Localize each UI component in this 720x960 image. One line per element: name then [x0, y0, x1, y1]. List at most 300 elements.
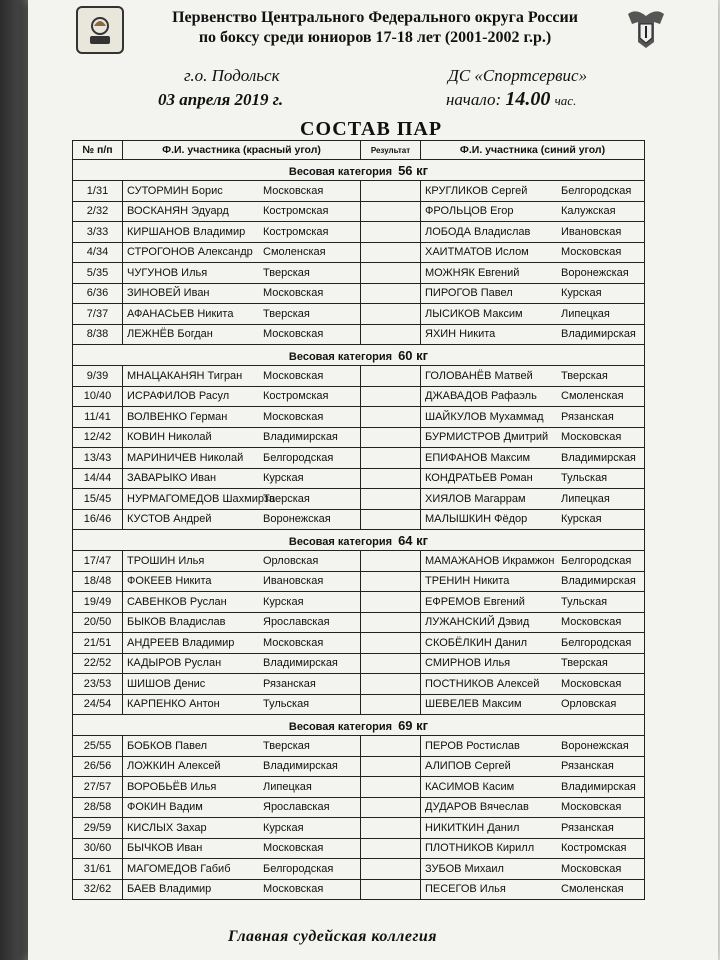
championship-title [130, 8, 620, 48]
table-row [73, 489, 645, 510]
red-athlete-region: Тверская [263, 492, 310, 505]
weight-category-kg: 56 кг [398, 162, 429, 178]
red-corner-cell [123, 612, 361, 633]
blue-athlete-region: Владимирская [561, 780, 636, 793]
red-corner-cell [123, 818, 361, 839]
red-athlete-name: БЫКОВ Владислав [127, 616, 226, 629]
blue-corner-cell [421, 592, 645, 613]
blue-corner-cell [421, 571, 645, 592]
blue-athlete-region: Смоленская [561, 883, 624, 896]
table-row [73, 201, 645, 222]
red-corner-cell [123, 324, 361, 345]
table-row [73, 694, 645, 715]
blue-athlete-region: Московская [561, 862, 622, 875]
pair-number: 6/36 [73, 283, 123, 304]
blue-athlete-name: ЕФРЕМОВ Евгений [425, 595, 525, 608]
blue-corner-cell [421, 509, 645, 530]
title-line-1: Первенство Центрального Федерального округа России [172, 9, 578, 26]
table-row [73, 633, 645, 654]
boxing-federation-logo-icon [76, 6, 124, 54]
table-row [73, 551, 645, 572]
blue-athlete-region: Тверская [561, 369, 608, 382]
blue-athlete-region: Липецкая [561, 307, 610, 320]
pair-number: 7/37 [73, 304, 123, 325]
red-corner-cell [123, 386, 361, 407]
blue-athlete-name: ПЕСЕГОВ Илья [425, 883, 506, 896]
red-corner-cell [123, 551, 361, 572]
red-athlete-name: БАЕВ Владимир [127, 883, 212, 896]
blue-athlete-region: Воронежская [561, 739, 629, 752]
pair-number: 32/62 [73, 879, 123, 900]
blue-corner-cell [421, 879, 645, 900]
blue-athlete-region: Владимирская [561, 328, 636, 341]
weight-category-cell [73, 345, 645, 366]
blue-athlete-name: МАЛЫШКИН Фёдор [425, 513, 528, 526]
blue-corner-cell [421, 427, 645, 448]
pair-number: 18/48 [73, 571, 123, 592]
table-header-row [73, 141, 645, 160]
blue-athlete-name: КОНДРАТЬЕВ Роман [425, 472, 533, 485]
blue-athlete-region: Рязанская [561, 410, 614, 423]
blue-athlete-name: КРУГЛИКОВ Сергей [425, 184, 528, 197]
result-cell [361, 756, 421, 777]
blue-corner-cell [421, 756, 645, 777]
blue-athlete-name: ГОЛОВАНЁВ Матвей [425, 369, 533, 382]
weight-category-cell [73, 530, 645, 551]
red-corner-cell [123, 859, 361, 880]
blue-athlete-name: ДЖАВАДОВ Рафаэль [425, 390, 537, 403]
table-row [73, 222, 645, 243]
pair-number: 24/54 [73, 694, 123, 715]
result-cell [361, 612, 421, 633]
red-athlete-name: МНАЦАКАНЯН Тигран [127, 369, 243, 382]
result-cell [361, 879, 421, 900]
red-corner-cell [123, 736, 361, 757]
pair-number: 1/31 [73, 181, 123, 202]
table-row [73, 592, 645, 613]
blue-corner-cell [421, 407, 645, 428]
red-corner-cell [123, 181, 361, 202]
pair-number: 10/40 [73, 386, 123, 407]
table-row [73, 427, 645, 448]
pair-number: 17/47 [73, 551, 123, 572]
table-row [73, 838, 645, 859]
red-athlete-region: Московская [263, 410, 324, 423]
red-athlete-region: Курская [263, 821, 304, 834]
blue-athlete-name: ПЕРОВ Ростислав [425, 739, 520, 752]
result-cell [361, 366, 421, 387]
red-athlete-region: Костромская [263, 390, 329, 403]
pair-number: 11/41 [73, 407, 123, 428]
pair-number: 13/43 [73, 448, 123, 469]
red-athlete-name: ТРОШИН Илья [127, 554, 205, 567]
result-cell [361, 694, 421, 715]
blue-athlete-region: Смоленская [561, 390, 624, 403]
red-corner-cell [123, 448, 361, 469]
red-corner-cell [123, 694, 361, 715]
pair-number: 19/49 [73, 592, 123, 613]
blue-corner-cell [421, 694, 645, 715]
start-unit: час. [554, 93, 577, 108]
blue-athlete-name: ЕПИФАНОВ Максим [425, 451, 531, 464]
blue-athlete-name: СМИРНОВ Илья [425, 657, 511, 670]
blue-athlete-region: Рязанская [561, 821, 614, 834]
weight-category-kg: 60 кг [398, 347, 429, 363]
col-blue-header: Ф.И. участника (синий угол) [421, 141, 645, 160]
blue-corner-cell [421, 201, 645, 222]
start-label: начало: [446, 90, 502, 109]
weight-category-row [73, 160, 645, 181]
red-corner-cell [123, 201, 361, 222]
table-row [73, 674, 645, 695]
weight-category-label: Весовая категория [288, 165, 393, 178]
pair-number: 8/38 [73, 324, 123, 345]
pair-number: 23/53 [73, 674, 123, 695]
result-cell [361, 797, 421, 818]
blue-athlete-name: ТРЕНИН Никита [425, 575, 510, 588]
red-corner-cell [123, 592, 361, 613]
red-athlete-name: НУРМАГОМЕДОВ Шахмирза [127, 492, 276, 505]
red-athlete-name: ЛОЖКИН Алексей [127, 760, 221, 773]
red-athlete-region: Рязанская [263, 677, 316, 690]
result-cell [361, 859, 421, 880]
blue-athlete-region: Рязанская [561, 760, 614, 773]
red-athlete-name: МАРИНИЧЕВ Николай [127, 451, 244, 464]
red-athlete-name: ВОСКАНЯН Эдуард [127, 205, 229, 218]
red-corner-cell [123, 489, 361, 510]
result-cell [361, 324, 421, 345]
red-athlete-name: ВОЛВЕНКО Герман [127, 410, 228, 423]
result-cell [361, 592, 421, 613]
pair-number: 16/46 [73, 509, 123, 530]
blue-corner-cell [421, 242, 645, 263]
blue-athlete-region: Белгородская [561, 184, 632, 197]
red-athlete-region: Костромская [263, 225, 329, 238]
blue-athlete-region: Курская [561, 513, 602, 526]
blue-athlete-region: Московская [561, 246, 622, 259]
red-athlete-name: ФОКЕЕВ Никита [127, 575, 212, 588]
blue-corner-cell [421, 653, 645, 674]
blue-corner-cell [421, 181, 645, 202]
red-athlete-region: Ярославская [263, 801, 330, 814]
red-athlete-name: МАГОМЕДОВ Габиб [127, 862, 231, 875]
blue-athlete-region: Владимирская [561, 451, 636, 464]
blue-corner-cell [421, 818, 645, 839]
table-row [73, 324, 645, 345]
blue-athlete-name: МОЖНЯК Евгений [425, 266, 520, 279]
red-corner-cell [123, 653, 361, 674]
blue-corner-cell [421, 777, 645, 798]
result-cell [361, 777, 421, 798]
place: г.о. Подольск [184, 66, 280, 85]
blue-corner-cell [421, 448, 645, 469]
blue-athlete-region: Тульская [561, 595, 608, 608]
table-row [73, 386, 645, 407]
pairs-body [73, 160, 645, 900]
red-athlete-name: ЛЕЖНЁВ Богдан [127, 328, 213, 341]
footer-signature: Главная судейская коллегия [228, 928, 438, 945]
table-row [73, 797, 645, 818]
blue-corner-cell [421, 797, 645, 818]
blue-corner-cell [421, 468, 645, 489]
result-cell [361, 386, 421, 407]
red-athlete-name: КАДЫРОВ Руслан [127, 657, 222, 670]
pair-number: 31/61 [73, 859, 123, 880]
red-athlete-region: Московская [263, 287, 324, 300]
red-corner-cell [123, 304, 361, 325]
col-result-header: Результат [361, 141, 421, 160]
red-athlete-name: БЫЧКОВ Иван [127, 842, 203, 855]
red-athlete-name: ЗАВАРЫКО Иван [127, 472, 217, 485]
red-corner-cell [123, 468, 361, 489]
blue-athlete-name: МАМАЖАНОВ Икрамжон [425, 554, 555, 567]
result-cell [361, 222, 421, 243]
blue-athlete-name: ХАИТМАТОВ Ислом [425, 246, 529, 259]
red-athlete-name: ВОРОБЬЁВ Илья [127, 780, 217, 793]
table-row [73, 509, 645, 530]
table-row [73, 612, 645, 633]
blue-athlete-name: БУРМИСТРОВ Дмитрий [425, 431, 549, 444]
red-athlete-region: Орловская [263, 554, 319, 567]
red-corner-cell [123, 283, 361, 304]
weight-category-row [73, 345, 645, 366]
red-athlete-region: Белгородская [263, 451, 334, 464]
table-row [73, 407, 645, 428]
blue-athlete-region: Тульская [561, 472, 608, 485]
pair-number: 15/45 [73, 489, 123, 510]
table-row [73, 818, 645, 839]
table-row [73, 736, 645, 757]
blue-corner-cell [421, 263, 645, 284]
red-corner-cell [123, 571, 361, 592]
red-athlete-region: Московская [263, 184, 324, 197]
blue-corner-cell [421, 736, 645, 757]
pair-number: 20/50 [73, 612, 123, 633]
red-corner-cell [123, 407, 361, 428]
weight-category-row [73, 530, 645, 551]
red-athlete-name: САВЕНКОВ Руслан [127, 595, 227, 608]
weight-category-kg: 69 кг [398, 717, 429, 733]
pair-number: 14/44 [73, 468, 123, 489]
red-corner-cell [123, 797, 361, 818]
red-athlete-name: КУСТОВ Андрей [127, 513, 212, 526]
red-athlete-name: ЗИНОВЕЙ Иван [127, 287, 210, 300]
table-row [73, 242, 645, 263]
red-athlete-name: ШИШОВ Денис [127, 677, 206, 690]
pair-number: 3/33 [73, 222, 123, 243]
blue-athlete-region: Московская [561, 801, 622, 814]
red-athlete-region: Владимирская [263, 760, 338, 773]
col-num-header: № п/п [73, 141, 123, 160]
red-corner-cell [123, 838, 361, 859]
result-cell [361, 818, 421, 839]
table-row [73, 571, 645, 592]
venue: ДС «Спортсервис» [448, 66, 588, 85]
pair-number: 30/60 [73, 838, 123, 859]
blue-corner-cell [421, 551, 645, 572]
table-row [73, 653, 645, 674]
result-cell [361, 571, 421, 592]
result-cell [361, 633, 421, 654]
red-athlete-name: КАРПЕНКО Антон [127, 698, 220, 711]
start-time: 14.00 [505, 88, 551, 110]
result-cell [361, 509, 421, 530]
blue-corner-cell [421, 283, 645, 304]
red-corner-cell [123, 777, 361, 798]
blue-athlete-region: Воронежская [561, 266, 629, 279]
blue-athlete-name: ШАЙКУЛОВ Мухаммад [425, 410, 544, 423]
table-row [73, 756, 645, 777]
blue-athlete-region: Орловская [561, 698, 617, 711]
blue-athlete-region: Курская [561, 287, 602, 300]
blue-athlete-region: Белгородская [561, 554, 632, 567]
red-corner-cell [123, 427, 361, 448]
blue-athlete-name: ПИРОГОВ Павел [425, 287, 513, 300]
red-corner-cell [123, 242, 361, 263]
table-row [73, 859, 645, 880]
red-athlete-region: Курская [263, 595, 304, 608]
blue-athlete-region: Тверская [561, 657, 608, 670]
red-athlete-region: Тульская [263, 698, 310, 711]
red-corner-cell [123, 879, 361, 900]
blue-corner-cell [421, 859, 645, 880]
blue-athlete-name: ЗУБОВ Михаил [425, 862, 504, 875]
red-athlete-region: Ярославская [263, 616, 330, 629]
red-athlete-region: Тверская [263, 739, 310, 752]
red-corner-cell [123, 674, 361, 695]
blue-athlete-name: ФРОЛЬЦОВ Егор [425, 205, 514, 218]
weight-category-label: Весовая категория [288, 535, 393, 548]
blue-athlete-name: СКОБЁЛКИН Данил [425, 636, 528, 649]
red-athlete-region: Тверская [263, 307, 310, 320]
table-row [73, 304, 645, 325]
date: 03 апреля 2019 г. [158, 90, 284, 109]
weight-category-kg: 64 кг [398, 532, 429, 548]
red-athlete-name: ЧУГУНОВ Илья [127, 266, 208, 279]
blue-corner-cell [421, 222, 645, 243]
pair-number: 25/55 [73, 736, 123, 757]
result-cell [361, 263, 421, 284]
blue-athlete-name: ЛУЖАНСКИЙ Дэвид [425, 616, 530, 629]
table-row [73, 879, 645, 900]
pair-number: 26/56 [73, 756, 123, 777]
result-cell [361, 489, 421, 510]
blue-corner-cell [421, 838, 645, 859]
blue-athlete-name: ЛОБОДА Владислав [425, 225, 531, 238]
blue-corner-cell [421, 674, 645, 695]
blue-athlete-region: Московская [561, 677, 622, 690]
table-row [73, 448, 645, 469]
red-athlete-region: Ивановская [263, 575, 324, 588]
col-red-header: Ф.И. участника (красный угол) [123, 141, 361, 160]
red-athlete-name: БОБКОВ Павел [127, 739, 208, 752]
red-athlete-name: КИРШАНОВ Владимир [127, 225, 246, 238]
pair-number: 2/32 [73, 201, 123, 222]
blue-corner-cell [421, 489, 645, 510]
red-athlete-region: Курская [263, 472, 304, 485]
document-title: СОСТАВ ПАР [300, 118, 443, 140]
red-athlete-name: АНДРЕЕВ Владимир [127, 636, 235, 649]
result-cell [361, 201, 421, 222]
result-cell [361, 551, 421, 572]
result-cell [361, 468, 421, 489]
pair-number: 4/34 [73, 242, 123, 263]
red-athlete-name: КОВИН Николай [127, 431, 212, 444]
red-athlete-region: Московская [263, 369, 324, 382]
result-cell [361, 407, 421, 428]
blue-corner-cell [421, 304, 645, 325]
pair-number: 9/39 [73, 366, 123, 387]
red-corner-cell [123, 756, 361, 777]
blue-athlete-region: Костромская [561, 842, 627, 855]
red-athlete-name: СТРОГОНОВ Александр [127, 246, 253, 259]
weight-category-cell [73, 715, 645, 736]
blue-corner-cell [421, 633, 645, 654]
red-corner-cell [123, 263, 361, 284]
red-athlete-region: Владимирская [263, 657, 338, 670]
blue-athlete-name: ХИЯЛОВ Магаррам [425, 492, 526, 505]
blue-athlete-name: ЯХИН Никита [425, 328, 496, 341]
table-row [73, 777, 645, 798]
pair-number: 21/51 [73, 633, 123, 654]
pairs-table [72, 140, 645, 900]
red-athlete-region: Московская [263, 328, 324, 341]
red-athlete-region: Московская [263, 842, 324, 855]
red-corner-cell [123, 222, 361, 243]
blue-athlete-name: ДУДАРОВ Вячеслав [425, 801, 529, 814]
result-cell [361, 838, 421, 859]
red-athlete-name: ФОКИН Вадим [127, 801, 203, 814]
blue-athlete-region: Калужская [561, 205, 616, 218]
coat-of-arms-icon [624, 6, 668, 52]
blue-athlete-name: АЛИПОВ Сергей [425, 760, 511, 773]
pair-number: 5/35 [73, 263, 123, 284]
table-row [73, 366, 645, 387]
blue-corner-cell [421, 324, 645, 345]
red-athlete-name: АФАНАСЬЕВ Никита [127, 307, 234, 320]
result-cell [361, 242, 421, 263]
pair-number: 29/59 [73, 818, 123, 839]
weight-category-row [73, 715, 645, 736]
pair-number: 28/58 [73, 797, 123, 818]
result-cell [361, 736, 421, 757]
blue-athlete-name: ПОСТНИКОВ Алексей [425, 677, 540, 690]
blue-athlete-name: ПЛОТНИКОВ Кирилл [425, 842, 535, 855]
red-athlete-region: Тверская [263, 266, 310, 279]
pair-number: 27/57 [73, 777, 123, 798]
red-athlete-region: Костромская [263, 205, 329, 218]
result-cell [361, 674, 421, 695]
red-athlete-region: Белгородская [263, 862, 334, 875]
red-athlete-name: ИСРАФИЛОВ Расул [127, 390, 230, 403]
result-cell [361, 653, 421, 674]
blue-athlete-region: Белгородская [561, 636, 632, 649]
pair-number: 22/52 [73, 653, 123, 674]
red-athlete-region: Московская [263, 883, 324, 896]
weight-category-label: Весовая категория [288, 720, 393, 733]
result-cell [361, 427, 421, 448]
blue-athlete-region: Московская [561, 616, 622, 629]
blue-corner-cell [421, 386, 645, 407]
blue-athlete-region: Московская [561, 431, 622, 444]
table-row [73, 468, 645, 489]
red-corner-cell [123, 633, 361, 654]
pair-number: 12/42 [73, 427, 123, 448]
blue-athlete-name: ШЕВЕЛЕВ Максим [425, 698, 522, 711]
blue-corner-cell [421, 366, 645, 387]
result-cell [361, 448, 421, 469]
red-athlete-region: Липецкая [263, 780, 312, 793]
